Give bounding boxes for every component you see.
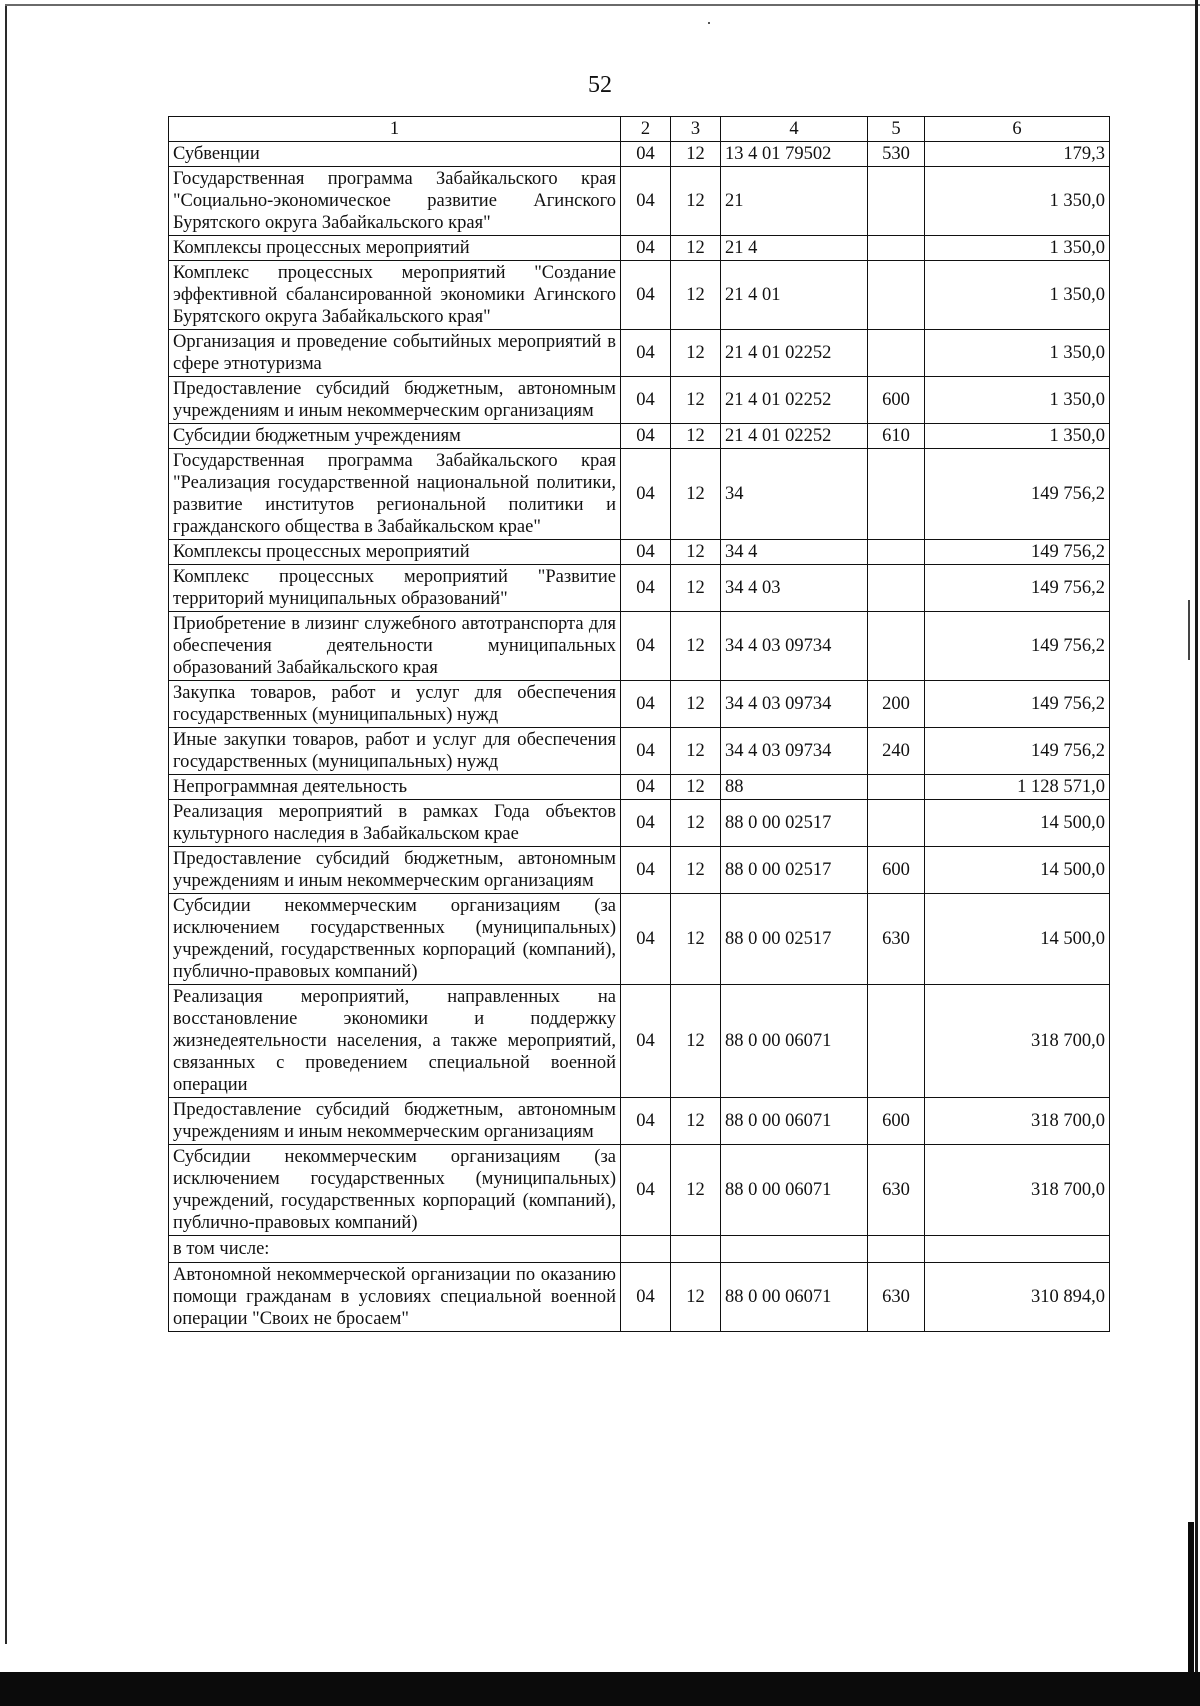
row-name-cell: Приобретение в лизинг служебного автотранспорта для обеспечения деятельности муниципальных образований Забайкальского края (169, 612, 621, 681)
row-name-cell: Субсидии некоммерческим организациям (за исключением государственных (муниципальных) учреждений, государственных корпораций (компаний), публично-правовых компаний) (169, 894, 621, 985)
expense-type-cell (868, 985, 925, 1098)
subsection-code-cell: 12 (671, 261, 721, 330)
expense-type-cell: 200 (868, 681, 925, 728)
row-name-cell: Государственная программа Забайкальского края "Реализация государственной национальной политики, развитие институтов региональной политики и гражданского общества в Забайкальском крае" (169, 449, 621, 540)
row-name-cell: Субсидии некоммерческим организациям (за исключением государственных (муниципальных) учреждений, государственных корпораций (компаний), публично-правовых компаний) (169, 1145, 621, 1236)
row-name-cell: Организация и проведение событийных мероприятий в сфере этнотуризма (169, 330, 621, 377)
section-code-cell: 04 (621, 681, 671, 728)
amount-cell: 1 350,0 (925, 236, 1110, 261)
expense-type-cell (868, 236, 925, 261)
row-name-cell: Субвенции (169, 142, 621, 167)
table-row (169, 775, 1110, 800)
row-name-cell: Комплексы процессных мероприятий (169, 540, 621, 565)
amount-cell: 310 894,0 (925, 1263, 1110, 1332)
section-code-cell: 04 (621, 449, 671, 540)
table-row (169, 985, 1110, 1098)
target-article-cell: 34 4 03 09734 (721, 612, 868, 681)
row-name-cell: Комплекс процессных мероприятий "Развитие территорий муниципальных образований" (169, 565, 621, 612)
target-article-cell: 88 0 00 06071 (721, 985, 868, 1098)
scan-mark-right (1188, 600, 1190, 660)
expense-type-cell (868, 800, 925, 847)
section-code-cell: 04 (621, 847, 671, 894)
amount-cell: 149 756,2 (925, 565, 1110, 612)
table-row (169, 847, 1110, 894)
subsection-code-cell: 12 (671, 894, 721, 985)
table-row (169, 540, 1110, 565)
target-article-cell (721, 1236, 868, 1263)
scan-border-right (1195, 0, 1198, 1706)
header-cell-5: 5 (868, 117, 925, 142)
amount-cell: 14 500,0 (925, 800, 1110, 847)
expense-type-cell: 630 (868, 894, 925, 985)
section-code-cell: 04 (621, 1145, 671, 1236)
table-row (169, 612, 1110, 681)
target-article-cell: 88 (721, 775, 868, 800)
section-code-cell: 04 (621, 775, 671, 800)
table-row (169, 377, 1110, 424)
amount-cell: 149 756,2 (925, 681, 1110, 728)
scan-border-top (5, 4, 1200, 6)
expense-type-cell: 600 (868, 377, 925, 424)
header-cell-3: 3 (671, 117, 721, 142)
expense-type-cell: 600 (868, 1098, 925, 1145)
subsection-code-cell: 12 (671, 540, 721, 565)
row-name-cell: Закупка товаров, работ и услуг для обеспечения государственных (муниципальных) нужд (169, 681, 621, 728)
section-code-cell: 04 (621, 540, 671, 565)
budget-table (168, 116, 1110, 1332)
row-name-cell: Непрограммная деятельность (169, 775, 621, 800)
amount-cell: 1 350,0 (925, 377, 1110, 424)
amount-cell: 1 350,0 (925, 330, 1110, 377)
section-code-cell: 04 (621, 330, 671, 377)
target-article-cell: 88 0 00 02517 (721, 847, 868, 894)
table-row (169, 728, 1110, 775)
amount-cell: 14 500,0 (925, 894, 1110, 985)
expense-type-cell: 530 (868, 142, 925, 167)
table-row (169, 1236, 1110, 1263)
scan-mark-bottom-right (1188, 1522, 1194, 1672)
subsection-code-cell (671, 1236, 721, 1263)
subsection-code-cell: 12 (671, 728, 721, 775)
subsection-code-cell: 12 (671, 612, 721, 681)
amount-cell: 1 128 571,0 (925, 775, 1110, 800)
target-article-cell: 34 4 (721, 540, 868, 565)
section-code-cell: 04 (621, 167, 671, 236)
amount-cell: 149 756,2 (925, 728, 1110, 775)
scan-border-left (5, 4, 7, 1644)
subsection-code-cell: 12 (671, 847, 721, 894)
subsection-code-cell: 12 (671, 167, 721, 236)
amount-cell: 1 350,0 (925, 167, 1110, 236)
table-row (169, 236, 1110, 261)
target-article-cell: 34 (721, 449, 868, 540)
section-code-cell: 04 (621, 142, 671, 167)
scan-border-bottom (0, 1672, 1200, 1706)
amount-cell: 318 700,0 (925, 1145, 1110, 1236)
target-article-cell: 34 4 03 (721, 565, 868, 612)
section-code-cell: 04 (621, 1263, 671, 1332)
amount-cell (925, 1236, 1110, 1263)
section-code-cell: 04 (621, 236, 671, 261)
section-code-cell: 04 (621, 1098, 671, 1145)
row-name-cell: Предоставление субсидий бюджетным, автономным учреждениям и иным некоммерческим организациям (169, 847, 621, 894)
target-article-cell: 21 4 01 02252 (721, 330, 868, 377)
section-code-cell: 04 (621, 612, 671, 681)
target-article-cell: 88 0 00 02517 (721, 894, 868, 985)
row-name-cell: Предоставление субсидий бюджетным, автономным учреждениям и иным некоммерческим организациям (169, 377, 621, 424)
row-name-cell: Комплексы процессных мероприятий (169, 236, 621, 261)
target-article-cell: 88 0 00 06071 (721, 1098, 868, 1145)
row-name-cell: Иные закупки товаров, работ и услуг для обеспечения государственных (муниципальных) нужд (169, 728, 621, 775)
row-name-cell: Автономной некоммерческой организации по оказанию помощи гражданам в условиях специальной военной операции "Своих не бросаем" (169, 1263, 621, 1332)
row-name-cell: Государственная программа Забайкальского края "Социально-экономическое развитие Агинского Бурятского округа Забайкальского края" (169, 167, 621, 236)
section-code-cell (621, 1236, 671, 1263)
row-name-cell: Комплекс процессных мероприятий "Создание эффективной сбалансированной экономики Агинского Бурятского округа Забайкальского края" (169, 261, 621, 330)
expense-type-cell: 630 (868, 1145, 925, 1236)
target-article-cell: 21 (721, 167, 868, 236)
header-cell-4: 4 (721, 117, 868, 142)
amount-cell: 179,3 (925, 142, 1110, 167)
target-article-cell: 21 4 01 (721, 261, 868, 330)
subsection-code-cell: 12 (671, 800, 721, 847)
table-row (169, 1263, 1110, 1332)
header-cell-6: 6 (925, 117, 1110, 142)
amount-cell: 14 500,0 (925, 847, 1110, 894)
row-name-cell: в том числе: (169, 1236, 621, 1263)
expense-type-cell (868, 449, 925, 540)
row-name-cell: Реализация мероприятий, направленных на восстановление экономики и поддержку жизнедеятельности населения, а также мероприятий, связанных с проведением специальной военной операции (169, 985, 621, 1098)
table-row (169, 424, 1110, 449)
table-header-row (169, 117, 1110, 142)
expense-type-cell (868, 540, 925, 565)
budget-table-body (169, 117, 1110, 1332)
header-cell-1: 1 (169, 117, 621, 142)
expense-type-cell (868, 261, 925, 330)
row-name-cell: Субсидии бюджетным учреждениям (169, 424, 621, 449)
target-article-cell: 34 4 03 09734 (721, 681, 868, 728)
amount-cell: 149 756,2 (925, 612, 1110, 681)
row-name-cell: Предоставление субсидий бюджетным, автономным учреждениям и иным некоммерческим организациям (169, 1098, 621, 1145)
expense-type-cell (868, 1236, 925, 1263)
table-row (169, 565, 1110, 612)
page-number: 52 (588, 72, 612, 98)
subsection-code-cell: 12 (671, 985, 721, 1098)
section-code-cell: 04 (621, 565, 671, 612)
subsection-code-cell: 12 (671, 1145, 721, 1236)
table-row (169, 681, 1110, 728)
section-code-cell: 04 (621, 261, 671, 330)
amount-cell: 318 700,0 (925, 985, 1110, 1098)
subsection-code-cell: 12 (671, 775, 721, 800)
table-row (169, 142, 1110, 167)
expense-type-cell (868, 775, 925, 800)
amount-cell: 318 700,0 (925, 1098, 1110, 1145)
target-article-cell: 88 0 00 06071 (721, 1145, 868, 1236)
amount-cell: 1 350,0 (925, 424, 1110, 449)
section-code-cell: 04 (621, 377, 671, 424)
table-row (169, 261, 1110, 330)
expense-type-cell (868, 330, 925, 377)
expense-type-cell (868, 612, 925, 681)
expense-type-cell: 240 (868, 728, 925, 775)
target-article-cell: 88 0 00 06071 (721, 1263, 868, 1332)
target-article-cell: 21 4 01 02252 (721, 424, 868, 449)
expense-type-cell (868, 565, 925, 612)
table-row (169, 1098, 1110, 1145)
section-code-cell: 04 (621, 985, 671, 1098)
table-row (169, 894, 1110, 985)
expense-type-cell: 630 (868, 1263, 925, 1332)
scan-speck (708, 22, 710, 24)
table-row (169, 1145, 1110, 1236)
amount-cell: 1 350,0 (925, 261, 1110, 330)
subsection-code-cell: 12 (671, 1263, 721, 1332)
amount-cell: 149 756,2 (925, 540, 1110, 565)
target-article-cell: 13 4 01 79502 (721, 142, 868, 167)
subsection-code-cell: 12 (671, 565, 721, 612)
subsection-code-cell: 12 (671, 1098, 721, 1145)
section-code-cell: 04 (621, 728, 671, 775)
expense-type-cell: 610 (868, 424, 925, 449)
target-article-cell: 88 0 00 02517 (721, 800, 868, 847)
subsection-code-cell: 12 (671, 236, 721, 261)
table-row (169, 449, 1110, 540)
section-code-cell: 04 (621, 800, 671, 847)
target-article-cell: 21 4 (721, 236, 868, 261)
table-row (169, 330, 1110, 377)
target-article-cell: 34 4 03 09734 (721, 728, 868, 775)
subsection-code-cell: 12 (671, 377, 721, 424)
target-article-cell: 21 4 01 02252 (721, 377, 868, 424)
header-cell-2: 2 (621, 117, 671, 142)
section-code-cell: 04 (621, 894, 671, 985)
amount-cell: 149 756,2 (925, 449, 1110, 540)
subsection-code-cell: 12 (671, 424, 721, 449)
table-row (169, 800, 1110, 847)
subsection-code-cell: 12 (671, 330, 721, 377)
subsection-code-cell: 12 (671, 681, 721, 728)
subsection-code-cell: 12 (671, 142, 721, 167)
table-row (169, 167, 1110, 236)
subsection-code-cell: 12 (671, 449, 721, 540)
expense-type-cell (868, 167, 925, 236)
expense-type-cell: 600 (868, 847, 925, 894)
section-code-cell: 04 (621, 424, 671, 449)
row-name-cell: Реализация мероприятий в рамках Года объектов культурного наследия в Забайкальском крае (169, 800, 621, 847)
